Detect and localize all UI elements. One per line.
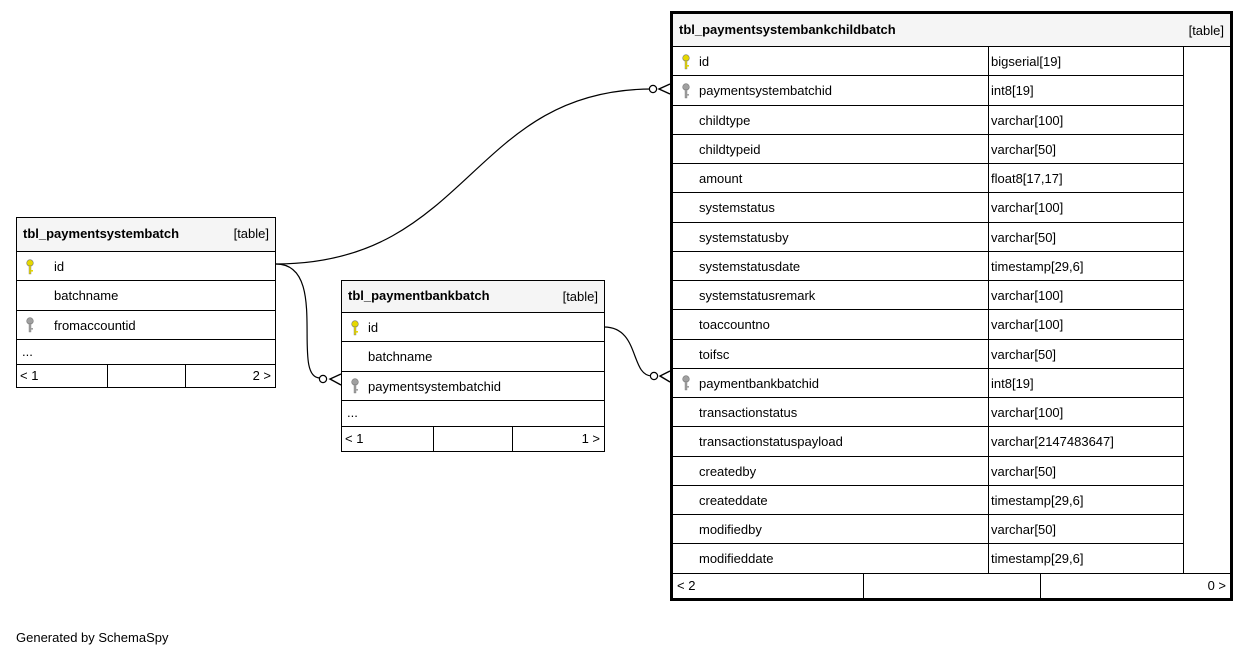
- column-row[interactable]: [673, 281, 1183, 310]
- edge-batch-to-bank-crowfoot: [330, 374, 341, 385]
- table-name[interactable]: tbl_paymentbankbatch: [348, 288, 490, 303]
- column-row[interactable]: [673, 310, 1183, 339]
- column-name: transactionstatus: [699, 405, 798, 421]
- column-name: childtype: [699, 112, 751, 128]
- column-name: toifsc: [699, 346, 730, 362]
- column-row[interactable]: [342, 313, 604, 342]
- column-row[interactable]: [673, 193, 1183, 222]
- column-name: systemstatusby: [699, 229, 789, 245]
- column-type: timestamp[29,6]: [991, 258, 1084, 274]
- more-columns-indicator[interactable]: ...: [22, 344, 33, 359]
- edge-batch-to-child-optional-marker: [649, 85, 656, 92]
- column-type: varchar[50]: [991, 229, 1057, 245]
- column-type: varchar[50]: [991, 141, 1057, 157]
- column-name: batchname: [368, 349, 433, 365]
- column-row[interactable]: [673, 544, 1183, 573]
- column-name: systemstatus: [699, 200, 775, 216]
- column-row[interactable]: [673, 223, 1183, 252]
- nav-divider: [107, 365, 108, 388]
- column-name: modifiedby: [699, 522, 762, 538]
- column-type: varchar[100]: [991, 317, 1064, 333]
- table-header: [17, 218, 275, 252]
- column-name: amount: [699, 171, 743, 187]
- edge-bank-to-child: [604, 327, 652, 376]
- more-columns-indicator[interactable]: ...: [347, 405, 358, 420]
- nav-divider: [512, 427, 513, 451]
- generated-by-footer: Generated by SchemaSpy: [16, 630, 169, 645]
- table-kind-label: [table]: [233, 226, 269, 241]
- table-kind-label: [table]: [562, 289, 598, 304]
- table-name[interactable]: tbl_paymentsystembankchildbatch: [679, 22, 896, 37]
- column-name: batchname: [54, 288, 119, 304]
- column-row[interactable]: [673, 135, 1183, 164]
- column-row[interactable]: [673, 515, 1183, 544]
- column-name: id: [699, 54, 710, 70]
- column-name: createdby: [699, 463, 757, 479]
- column-row[interactable]: [342, 372, 604, 401]
- column-type: bigserial[19]: [991, 54, 1062, 70]
- column-name: modifieddate: [699, 551, 774, 567]
- column-type: varchar[100]: [991, 200, 1064, 216]
- primary-key-icon: [25, 259, 35, 275]
- table-name[interactable]: tbl_paymentsystembatch: [23, 226, 180, 241]
- nav-divider: [433, 427, 434, 451]
- column-name: paymentbankbatchid: [699, 375, 819, 391]
- column-type: int8[19]: [991, 375, 1034, 391]
- column-name: id: [54, 259, 65, 275]
- nav-left-link[interactable]: < 1: [345, 431, 364, 446]
- column-type: float8[17,17]: [991, 171, 1063, 187]
- column-type: varchar[2147483647]: [991, 434, 1114, 450]
- column-row[interactable]: [17, 252, 275, 281]
- table-footer-nav: [17, 364, 275, 388]
- column-right-divider: [1183, 47, 1184, 574]
- column-row[interactable]: [673, 164, 1183, 193]
- edge-bank-to-child-crowfoot: [660, 371, 670, 382]
- nav-divider: [1040, 574, 1041, 599]
- nav-right-link[interactable]: 0 >: [1207, 578, 1226, 593]
- column-type: varchar[100]: [991, 405, 1064, 421]
- table-tbl-paymentsystembankchildbatch[interactable]: [670, 11, 1233, 601]
- column-type: varchar[50]: [991, 522, 1057, 538]
- table-footer-nav: [673, 573, 1230, 598]
- foreign-key-icon: [681, 83, 691, 99]
- column-name: childtypeid: [699, 141, 761, 157]
- column-row[interactable]: [673, 106, 1183, 135]
- column-name: id: [368, 320, 379, 336]
- column-type: int8[19]: [991, 83, 1034, 99]
- primary-key-icon: [681, 54, 691, 70]
- column-type: timestamp[29,6]: [991, 551, 1084, 567]
- foreign-key-icon: [350, 378, 360, 394]
- column-row[interactable]: [673, 427, 1183, 456]
- table-header: [342, 281, 604, 313]
- column-name: paymentsystembatchid: [368, 378, 501, 394]
- table-tbl-paymentbankbatch[interactable]: [341, 280, 605, 452]
- nav-divider: [185, 365, 186, 388]
- nav-divider: [863, 574, 864, 599]
- column-name: fromaccountid: [54, 317, 136, 333]
- table-header: [673, 14, 1230, 47]
- table-kind-label: [table]: [1188, 23, 1224, 38]
- column-row[interactable]: [673, 398, 1183, 427]
- column-row[interactable]: [673, 340, 1183, 369]
- nav-left-link[interactable]: < 1: [20, 368, 39, 383]
- foreign-key-icon: [681, 375, 691, 391]
- column-row[interactable]: [673, 457, 1183, 486]
- edge-batch-to-child: [276, 89, 652, 264]
- column-type: varchar[50]: [991, 463, 1057, 479]
- edge-bank-to-child-optional-marker: [650, 372, 657, 379]
- nav-right-link[interactable]: 2 >: [252, 368, 271, 383]
- column-row[interactable]: [673, 486, 1183, 515]
- nav-left-link[interactable]: < 2: [677, 578, 696, 593]
- column-name: transactionstatuspayload: [699, 434, 843, 450]
- edge-batch-to-child-crowfoot: [659, 84, 670, 94]
- column-row[interactable]: [673, 369, 1183, 398]
- column-row[interactable]: [17, 281, 275, 310]
- column-row[interactable]: [673, 252, 1183, 281]
- column-type: varchar[100]: [991, 288, 1064, 304]
- column-name: systemstatusremark: [699, 288, 816, 304]
- table-footer-nav: [342, 426, 604, 451]
- table-tbl-paymentsystembatch[interactable]: [16, 217, 276, 388]
- column-row[interactable]: [673, 47, 1183, 76]
- column-name: paymentsystembatchid: [699, 83, 832, 99]
- column-row[interactable]: [17, 311, 275, 340]
- column-name: toaccountno: [699, 317, 770, 333]
- primary-key-icon: [350, 320, 360, 336]
- edge-batch-to-bank-optional-marker: [319, 375, 326, 382]
- column-type: varchar[100]: [991, 112, 1064, 128]
- column-name: createddate: [699, 492, 768, 508]
- column-row[interactable]: [673, 76, 1183, 105]
- column-row[interactable]: [342, 342, 604, 371]
- nav-right-link[interactable]: 1 >: [581, 431, 600, 446]
- edge-batch-to-bank: [276, 264, 320, 378]
- foreign-key-icon: [25, 317, 35, 333]
- column-name: systemstatusdate: [699, 258, 801, 274]
- column-type: varchar[50]: [991, 346, 1057, 362]
- column-type: timestamp[29,6]: [991, 492, 1084, 508]
